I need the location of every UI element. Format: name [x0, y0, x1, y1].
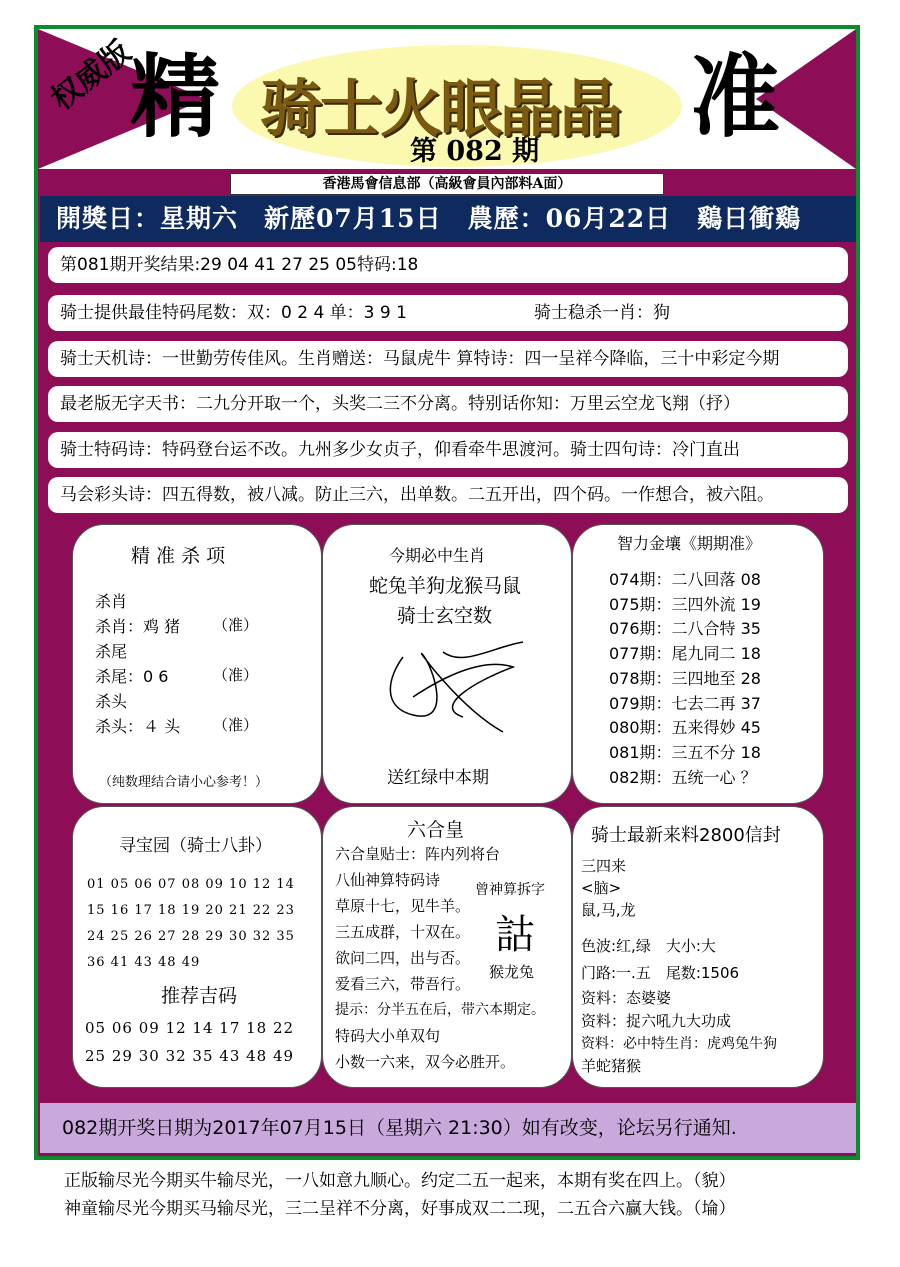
zhili-item: 075期：三四外流 19 [609, 595, 761, 614]
zhili-item: 080期：五来得妙 45 [609, 718, 761, 737]
recommend-row: 25 29 30 32 35 43 48 49 [85, 1047, 295, 1065]
info-row-caitou [48, 477, 848, 513]
latest-line: 羊蛇猪猴 [581, 1057, 642, 1075]
zhili-card [572, 524, 824, 804]
results-text: 第081期开奖结果:29 04 41 27 25 05特码:18 [60, 255, 419, 275]
footer-line: 神童输尽光今期买马输尽光，三二呈祥不分离，好事成双二二现，二五合六赢大钱。（埨） [64, 1199, 736, 1219]
liuhe-side-animals: 猴龙兔 [489, 963, 535, 981]
notice-bar [40, 1103, 856, 1153]
kill-mark: （准） [213, 666, 259, 684]
latest-line: <脑> [581, 879, 622, 897]
kill-line: 杀肖：鸡 猪 [95, 617, 181, 636]
latest-line: 资料：必中特生肖：虎鸡兔牛狗 [581, 1036, 777, 1052]
latest-line: 资料：态婆婆 [581, 989, 672, 1007]
zhili-item: 074期：二八回落 08 [609, 570, 761, 589]
latest-title: 骑士最新来料2800信封 [591, 825, 781, 846]
info-row-bookless [48, 386, 848, 422]
edition-badge: 权威版 [44, 34, 138, 118]
kill-line: 杀头：４ 头 [95, 717, 181, 736]
liuhe-line: 六合皇贴士：阵内列将台 [335, 845, 501, 863]
notice-text: 082期开奖日期为2017年07月15日（星期六 21:30）如有改变，论坛另行通知. [62, 1117, 737, 1139]
recommend-row: 05 06 09 12 14 17 18 22 [85, 1019, 295, 1037]
kill-title: 精 准 杀 项 [131, 545, 226, 567]
center-footer: 送红绿中本期 [387, 768, 489, 788]
info-row-results [48, 247, 848, 283]
liuhe-line: 爱看三六，带吾行。 [335, 975, 471, 993]
liuhe-big-char: 詁 [495, 912, 535, 958]
poem-text: 骑士天机诗：一世勤劳传佳风。生肖赠送：马鼠虎牛 算特诗：四一呈祥今降临，三十中彩定今期 [60, 349, 780, 369]
kill-note: （纯数理结合请小心参考！） [99, 775, 269, 790]
liuhe-line: 三五成群，十双在。 [335, 923, 471, 941]
treasure-title: 寻宝园（骑士八卦） [119, 836, 272, 856]
latest-line: 资料：捉六吼九大功成 [581, 1012, 732, 1030]
liuhe-line: 小数一六来，双今必胜开。 [335, 1053, 516, 1071]
kill-line: 杀头 [95, 692, 128, 711]
kill-line: 杀尾 [95, 642, 128, 661]
kill-mark: （准） [213, 716, 259, 734]
zhili-item: 078期：三四地至 28 [609, 669, 761, 688]
liuhe-line: 八仙神算特码诗 [335, 871, 441, 889]
kill-card [72, 524, 322, 804]
center-card [322, 524, 572, 804]
liuhe-line: 提示：分半五在后，带六本期定。 [335, 1002, 545, 1018]
info-row-special-poem [48, 432, 848, 468]
kill-zodiac-text: 骑士稳杀一肖：狗 [534, 303, 670, 323]
kill-line: 杀肖 [95, 592, 128, 611]
center-title: 今期必中生肖 [389, 546, 486, 565]
kill-mark: （准） [213, 616, 259, 634]
info-row-poem [48, 341, 848, 377]
center-animals: 蛇兔羊狗龙猴马鼠 [369, 575, 522, 597]
latest-card [572, 806, 824, 1088]
zhili-item: 079期：七去二再 37 [609, 694, 761, 713]
liuhe-title: 六合皇 [407, 819, 465, 841]
zhili-item: 082期：五统一心 ？ [609, 768, 757, 787]
right-big-char: 准 [690, 44, 780, 150]
treasure-number-row: 15 16 17 18 19 20 21 22 23 [87, 903, 295, 918]
center-subtitle: 骑士玄空数 [397, 605, 493, 627]
liuhe-card [322, 806, 572, 1088]
signature-scribble [373, 637, 543, 747]
poster-header [38, 29, 856, 169]
liuhe-line: 欲问二四，出与否。 [335, 949, 471, 967]
zhili-item: 076期：二八合特 35 [609, 619, 761, 638]
latest-line: 门路:一.五 尾数:1506 [581, 964, 740, 982]
liuhe-line: 特码大小单双句 [335, 1027, 441, 1045]
treasure-number-row: 36 41 43 48 49 [87, 955, 201, 970]
poster-title: 骑士火眼晶晶 [260, 72, 621, 145]
bookless-text: 最老版无字天书：二九分开取一个，头奖二三不分离。特别话你知：万里云空龙飞翔（抒） [60, 394, 740, 414]
kill-line: 杀尾：0 6 [95, 667, 169, 686]
left-big-char: 精 [130, 44, 220, 150]
caitou-text: 马会彩头诗：四五得数，被八减。防止三六，出单数。二五开出，四个码。一作想合，被六阻。 [60, 485, 774, 505]
tail-text: 骑士提供最佳特码尾数：双：0 2 4 单：3 9 1 [60, 303, 407, 323]
treasure-number-row: 24 25 26 27 28 29 30 32 35 [87, 929, 295, 944]
info-row-tail [48, 295, 848, 331]
treasure-number-row: 01 05 06 07 08 09 10 12 14 [87, 877, 295, 892]
liuhe-line: 草原十七，见牛羊。 [335, 897, 471, 915]
latest-line: 三四来 [581, 857, 627, 875]
zhili-item: 077期：尾九同二 18 [609, 644, 761, 663]
latest-line: 色波:红,绿 大小:大 [581, 937, 716, 955]
recommend-title: 推荐吉码 [161, 985, 238, 1007]
liuhe-side-label: 曾神算拆字 [475, 882, 545, 898]
zhili-item: 081期：三五不分 18 [609, 743, 761, 762]
footer-line: 正版输尽光今期买牛输尽光，一八如意九顺心。约定二五一起来，本期有奖在四上。（貌） [64, 1171, 736, 1191]
latest-line: 鼠,马,龙 [581, 901, 636, 919]
draw-date-band: 開獎日：星期六 新歷07月15日 農歷：06月22日 鷄日衝鷄 [40, 196, 856, 242]
treasure-card [72, 806, 322, 1088]
special-poem-text: 骑士特码诗：特码登台运不改。九州多少女贞子，仰看牵牛思渡河。骑士四句诗：冷门直出 [60, 440, 740, 460]
department-label: 香港馬會信息部（高級會員內部料A面） [230, 173, 664, 195]
zhili-title: 智力金壤《期期准》 [617, 534, 762, 553]
issue-number: 第 082 期 [410, 136, 540, 167]
